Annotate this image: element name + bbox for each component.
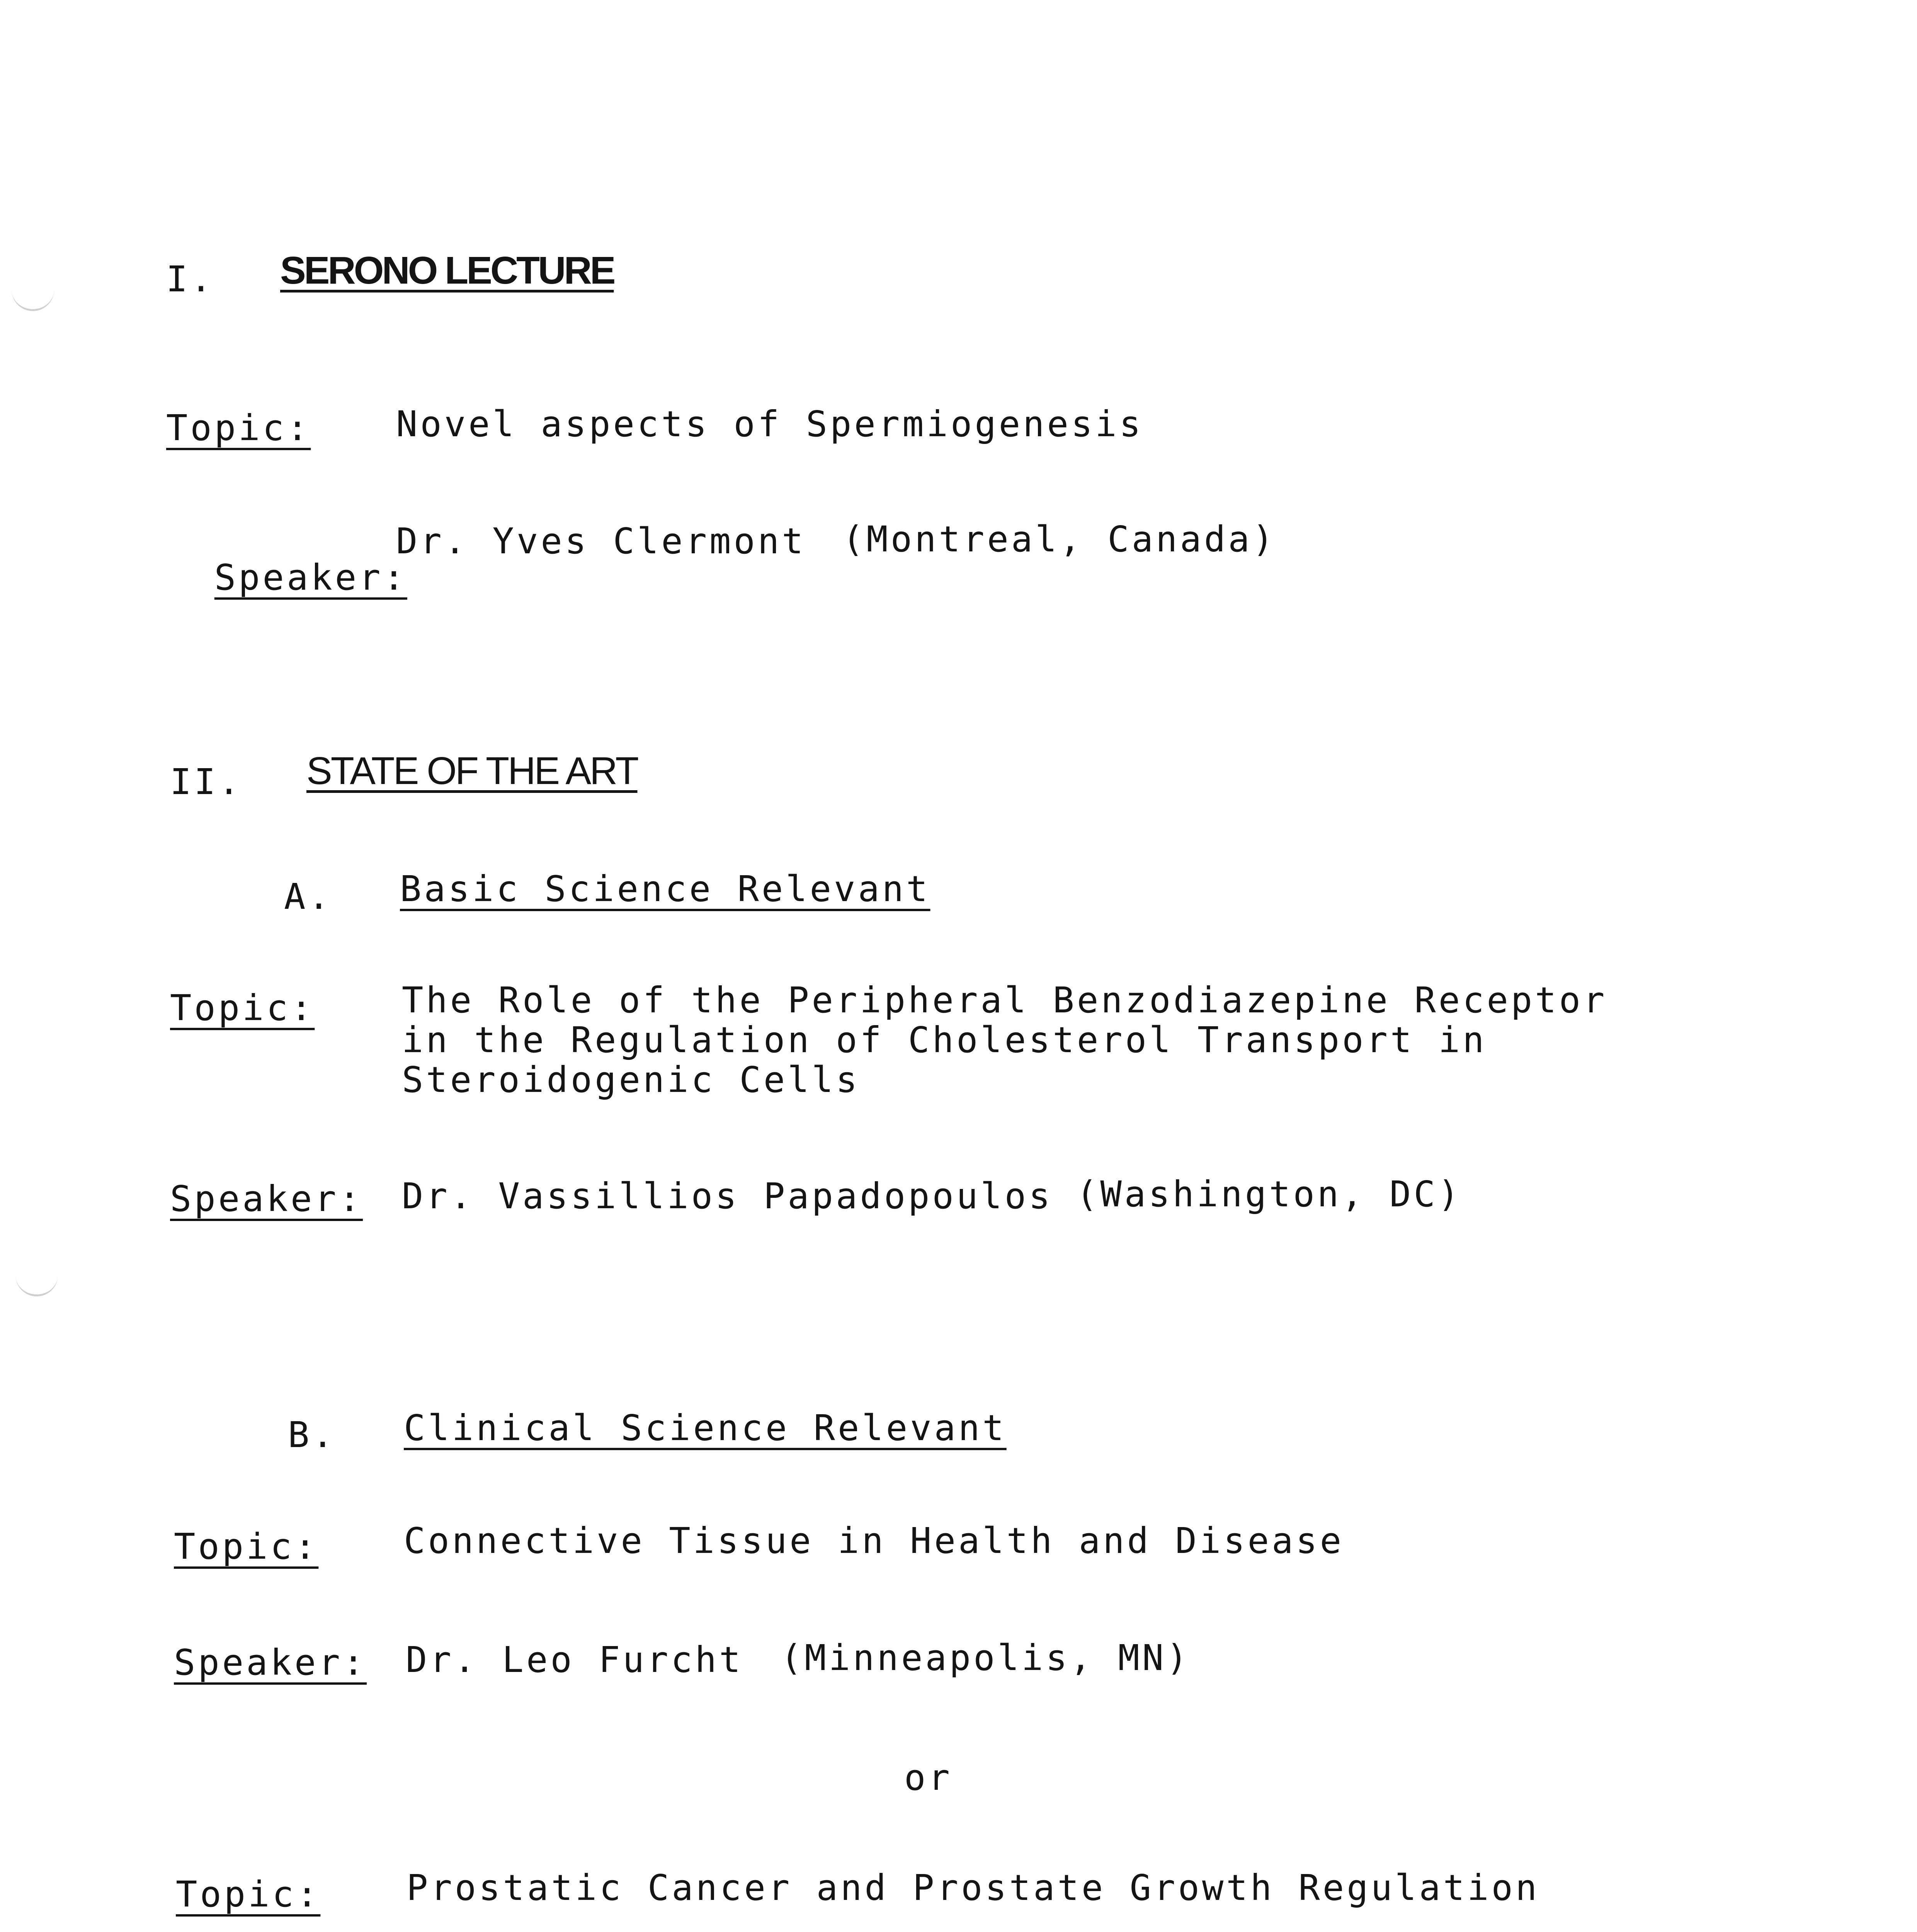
section-1-speaker-row	[166, 524, 407, 598]
subsection-a-speaker-location: (Washington, DC)	[1076, 1173, 1462, 1215]
subsection-a-speaker-name: Dr. Vassillios Papadopoulos	[402, 1175, 1053, 1217]
subsection-a-topic-line-1: The Role of the Peripheral Benzodiazepine Receptor	[402, 980, 1607, 1021]
subsection-b-speaker-1-name: Dr. Leo Furcht	[406, 1639, 743, 1680]
subsection-a-topic-label: Topic:	[170, 987, 315, 1029]
section-1-heading: SERONO LECTURE	[280, 249, 614, 292]
subsection-b-speaker-1-location: (Minneapolis, MN)	[781, 1637, 1191, 1679]
subsection-a-topic-line-3: Steroidogenic Cells	[402, 1059, 860, 1100]
subsection-a-topic-text	[402, 980, 1607, 1100]
subsection-a-speaker-label: Speaker:	[170, 1178, 363, 1219]
section-1-speaker-name: Dr. Yves Clermont	[396, 520, 806, 562]
punch-hole-mark-middle	[15, 1271, 58, 1296]
section-2-numeral: II.	[170, 761, 243, 803]
subsection-b-topic-1-label: Topic:	[174, 1526, 319, 1567]
section-1-topic-text: Novel aspects of Spermiogenesis	[396, 403, 1144, 445]
subsection-a-letter: A.	[284, 876, 332, 917]
subsection-b-topic-2-label: Topic:	[176, 1874, 321, 1915]
section-2-heading: STATE OF THE ART	[306, 749, 638, 793]
punch-hole-mark-top	[12, 286, 54, 311]
subsection-b-speaker-1-label: Speaker:	[174, 1642, 367, 1683]
section-1-speaker-label: Speaker:	[214, 557, 407, 598]
subsection-a-topic-line-2: in the Regulation of Cholesterol Transport in	[402, 1019, 1487, 1061]
section-1-numeral: I.	[166, 259, 214, 300]
subsection-b-topic-1-text: Connective Tissue in Health and Disease	[404, 1520, 1344, 1561]
section-1-speaker-location: (Montreal, Canada)	[842, 519, 1276, 560]
subsection-b-or-separator: or	[904, 1757, 953, 1798]
subsection-a-title: Basic Science Relevant	[400, 868, 930, 910]
subsection-b-topic-2-text: Prostatic Cancer and Prostate Growth Regulation	[407, 1867, 1540, 1908]
subsection-b-title: Clinical Science Relevant	[404, 1407, 1007, 1449]
section-1-topic-label: Topic:	[166, 407, 311, 449]
subsection-b-letter: B.	[288, 1414, 336, 1456]
